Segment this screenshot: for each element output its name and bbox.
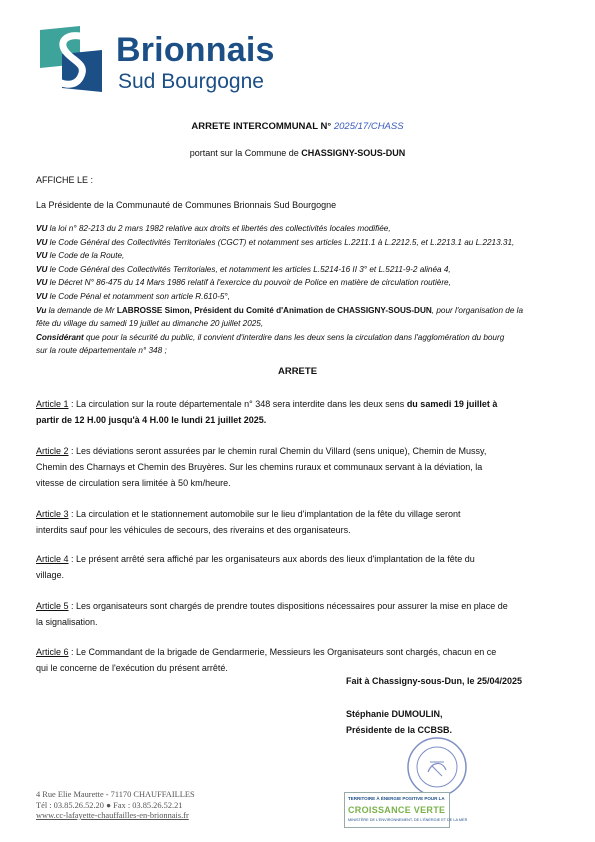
vu-line: VU la loi n° 82-213 du 2 mars 1982 relative aux droits et libertés des collectivités locales modifiée, bbox=[36, 224, 391, 233]
considerant-cont: sur la route départementale n° 348 ; bbox=[36, 346, 167, 356]
subtitle-prefix: portant sur la Commune de bbox=[189, 148, 299, 158]
brionnais-logo-icon bbox=[36, 24, 106, 94]
affiche-le: AFFICHE LE : bbox=[36, 175, 94, 185]
signer-name: Stéphanie DUMOULIN, bbox=[346, 709, 443, 719]
croissance-verte-badge bbox=[344, 792, 468, 828]
document-subtitle bbox=[0, 148, 595, 158]
article-2: Article 2 : Les déviations seront assurées par le chemin rural Chemin du Villard (sens unique), Chemin de Mussy, Chemin des Charnays et Chemin des Bruyères. Sur les chemins ruraux et communaux servant à la déviation, la vitesse de circulation sera limitée à 50 km/heure. bbox=[36, 446, 487, 488]
article-3: Article 3 : La circulation et le stationnement automobile sur le lieu d'implantation de la fête du village seront interdits sauf pour les véhicules de secours, des riverains et des organisateurs. bbox=[36, 509, 461, 535]
vu-line: VU le Code Général des Collectivités Territoriales, et notamment les articles L.5214-16 II 3° et L.5211-9-2 alinéa 4, bbox=[36, 264, 451, 274]
footer-url[interactable]: www.cc-lafayette-chauffailles-en-brionnais.fr bbox=[36, 811, 189, 820]
subtitle-commune: CHASSIGNY-SOUS-DUN bbox=[301, 148, 406, 158]
vu-block bbox=[36, 222, 566, 358]
fait-a: Fait à Chassigny-sous-Dun, le 25/04/2025 bbox=[346, 676, 523, 686]
vu-line: VU le Code Général des Collectivités Territoriales (CGCT) et notamment ses articles L.2211.1 à L.2212.5, et L.2213.1 au L.2213.31, bbox=[36, 237, 515, 247]
footer-phone: Tél : 03.85.26.52.20 ● Fax : 03.85.26.52.21 bbox=[36, 800, 183, 810]
badge-line2: CROISSANCE VERTE bbox=[348, 805, 446, 815]
badge-line1: TERRITOIRE À ÉNERGIE POSITIVE POUR LA bbox=[348, 796, 445, 801]
badge-line3: MINISTÈRE DE L'ENVIRONNEMENT, DE L'ÉNERGIE ET DE LA MER bbox=[348, 818, 468, 822]
signer-role: Présidente de la CCBSB. bbox=[346, 725, 453, 735]
presidente-line: La Présidente de la Communauté de Communes Brionnais Sud Bourgogne bbox=[36, 200, 337, 210]
title-ref: 2025/17/CHASS bbox=[333, 121, 404, 132]
article-4: Article 4 : Le présent arrêté sera affiché par les organisateurs aux abords des lieux d'implantation de la fête du village. bbox=[36, 554, 475, 580]
article-6: Article 6 : Le Commandant de la brigade de Gendarmerie, Messieurs les Organisateurs sont chargés, chacun en ce qui le concerne de l'exécution du présent arrêté. bbox=[36, 647, 497, 673]
vu-line: VU le Décret N° 86-475 du 14 Mars 1986 relatif à l'exercice du pouvoir de Police en matière de circulation routière, bbox=[36, 278, 451, 288]
vu-line: VU le Code Pénal et notamment son article R.610-5°, bbox=[36, 291, 230, 301]
logo-subtitle: Sud Bourgogne bbox=[118, 70, 264, 93]
official-stamp-icon bbox=[406, 736, 468, 798]
vu-demande: Vu la demande de Mr LABROSSE Simon, Président du Comité d'Animation de CHASSIGNY-SOUS-DUN, pour l'organisation de la bbox=[36, 305, 524, 315]
signature-block bbox=[346, 706, 452, 738]
article-1: Article 1 : La circulation sur la route départementale n° 348 sera interdite dans les deux sens du samedi 19 juillet à partir de 12 H.00 jusqu'à 4 H.00 le lundi 21 juillet 2025. bbox=[36, 399, 498, 425]
logo-title: Brionnais bbox=[116, 31, 275, 69]
vu-line: VU le Code de la Route, bbox=[36, 251, 125, 261]
footer-address: 4 Rue Elie Maurette - 71170 CHAUFFAILLES bbox=[36, 790, 195, 799]
vu-demande-cont: fête du village du samedi 19 juillet au dimanche 20 juillet 2025, bbox=[36, 319, 264, 329]
title-text: ARRETE INTERCOMMUNAL N° bbox=[191, 121, 332, 132]
footer bbox=[36, 790, 195, 822]
arrete-heading: ARRETE bbox=[277, 366, 318, 377]
article-5: Article 5 : Les organisateurs sont chargés de prendre toutes dispositions nécessaires pour assurer la mise en place de la signalisation. bbox=[36, 601, 508, 627]
document-title bbox=[0, 121, 595, 132]
considerant: Considérant que pour la sécurité du public, il convient d'interdire dans les deux sens la circulation dans l'agglomération du bourg bbox=[36, 332, 505, 342]
